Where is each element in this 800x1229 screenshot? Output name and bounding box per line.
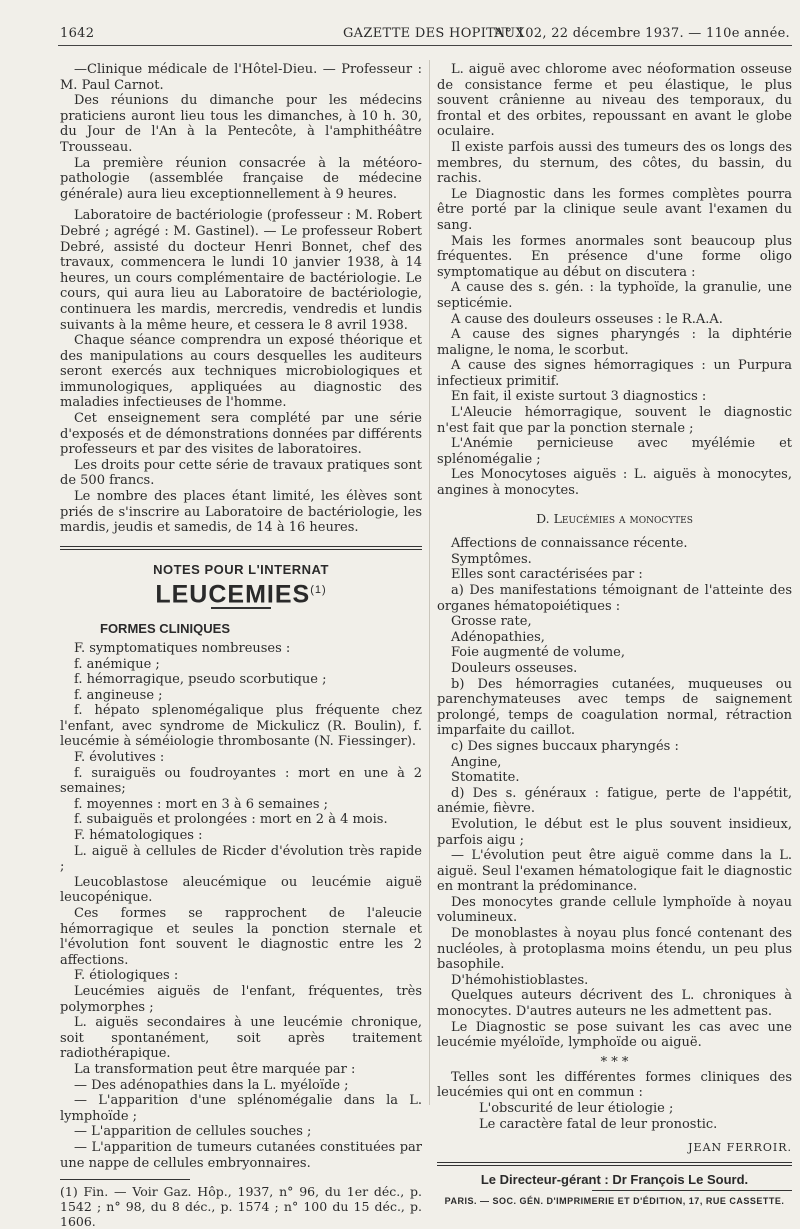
header-rule [58,45,792,46]
printer-rule [592,1190,792,1191]
right2-line: Le Diagnostic se pose suivant les cas avec une leucémie myéloïde, lymphoïde ou aiguë. [437,1019,792,1051]
right2-line: Douleurs osseuses. [451,660,578,676]
right2-line: De monoblastes à noyau plus foncé contenant des nucléoles, à protoplasma moins étendu, un peu plus basophile. [437,926,792,973]
page-number: 1642 [60,26,95,41]
page-header [60,22,790,46]
left-line: f. moyennes : mort en 3 à 6 semaines ; [74,796,329,812]
right-line: En fait, il existe surtout 3 diagnostics : [451,389,707,405]
column-divider [429,60,430,1105]
left-line: L. aiguë à cellules de Ricder d'évolution très rapide ; [60,843,422,875]
left-line: f. hémorragique, pseudo scorbutique ; [74,672,327,688]
conclusion [437,1070,792,1132]
right2-line: Quelques auteurs décrivent des L. chroniques à monocytes. D'autres auteurs ne les admettent pas. [437,988,792,1020]
left-line: — Des adénopathies dans la L. myéloïde ; [74,1077,349,1093]
notes-heading: NOTES POUR L'INTERNAT [153,561,329,577]
right-line: Les Monocytoses aiguës : L. aiguës à monocytes, angines à monocytes. [437,467,792,499]
announcement-seance: Chaque séance comprendra un exposé théorique et des manipulations au cours desquelles les auditeurs seront exercés aux techniques microbiologiques et immunologiques, appliquées au diagnostic des maladies infectieuses de l'homme. [60,333,422,411]
right-line: A cause des douleurs osseuses : le R.A.A. [451,311,723,327]
right2-line: Des monocytes grande cellule lymphoïde à noyau volumineux. [437,894,792,926]
right2-line: D'hémohistioblastes. [451,972,589,988]
right-lines [437,62,792,499]
right-line: Mais les formes anormales sont beaucoup plus fréquentes. En présence d'une forme oligo symptomatique au début on discutera : [437,233,792,280]
right2-line: a) Des manifestations témoignant de l'atteinte des organes hématopoiétiques : [437,583,792,614]
left-line: f. subaiguës et prolongées : mort en 2 à 4 mois. [74,812,388,828]
left-line: f. suraiguës ou foudroyantes : mort en une à 2 semaines; [60,765,422,797]
journal-title: GAZETTE DES HOPITAUX [343,26,525,41]
left-line: F. évolutives : [74,750,165,766]
announcement-meteoro: La première réunion consacrée à la météoro-pathologie (assemblée française de médecine générale) aura lieu exceptionnellement à 9 heures. [60,155,422,202]
right2-line: c) Des signes buccaux pharyngés : [451,738,679,754]
issue-info: N° 102, 22 décembre 1937. — 110e année. [493,26,790,41]
left-line: F. étiologiques : [74,968,179,984]
right-line: Le Diagnostic dans les formes complètes pourra être porté par la clinique seule avant l'examen du sang. [437,186,792,233]
left-line: f. angineuse ; [74,687,163,703]
right2-line: d) Des s. généraux : fatigue, perte de l'appétit, anémie, fièvre. [437,785,792,817]
right2-line: Affections de connaissance récente. [451,536,688,552]
asterism: * * * [600,1054,629,1070]
left-line: f. hépato splenomégalique plus fréquente chez l'enfant, avec syndrome de Mickulicz (R. Boulin), f. leucémie à séméiologie thrombosante (N. Fiessinger). [60,703,422,750]
announcement-droits: Les droits pour cette série de travaux pratiques sont de 500 francs. [60,457,422,489]
right2-line: Adénopathies, [451,629,545,645]
announcement-laboratoire: Laboratoire de bactériologie (professeur : M. Robert Debré ; agrégé : M. Gastinel). — Le professeur Robert Debré, assisté du docteur Henri Bonnet, chef des travaux, commencera le lundi 10 janvier 1938, à 14 heures, un cours complémentaire de bactériologie. Le cours, qui aura lieu au Laboratoire de bactériologie, continuera les mardis, mercredis, vendredis et lundis suivants à la même heure, et cessera le 8 avril 1938. [60,208,422,333]
right-line: Il existe parfois aussi des tumeurs des os longs des membres, du sternum, des côtes, du bassin, du rachis. [437,139,792,187]
left-line: Leucoblastose aleucémique ou leucémie aiguë leucopénique. [60,874,422,906]
left-lines [60,641,422,1171]
signature: JEAN FERROIR. [688,1141,792,1155]
footnote: (1) Fin. — Voir Gaz. Hôp., 1937, n° 96, du 1er déc., p. 1542 ; n° 98, du 8 déc., p. 1574 ; n° 100 du 15 déc., p. 1606. [60,1184,422,1229]
announcement-enseignement: Cet enseignement sera complété par une série d'exposés et de démonstrations données par différents professeurs et par des visites de laboratoires. [60,411,422,458]
right2-line: Grosse rate, [451,614,532,630]
left-line: F. hématologiques : [74,828,203,844]
article-title [60,580,422,609]
right-lines-2 [437,536,792,1051]
announcement-clinique: —Clinique médicale de l'Hôtel-Dieu. — Professeur : M. Paul Carnot. [60,62,422,93]
right-column [437,62,792,1210]
conclusion-line: Telles sont les différentes formes cliniques des leucémies qui ont en commun : [437,1069,792,1101]
left-line: Ces formes se rapprochent de l'aleucie hémorragique et seules la ponction sternale et l'évolution font souvent le diagnostic entre les 2 affections. [60,906,422,968]
bottom-rule [437,1162,792,1166]
title-footnote-ref: (1) [310,584,327,597]
left-line: — L'apparition de cellules souches ; [74,1124,312,1140]
right-line: L'Aleucie hémorragique, souvent le diagnostic n'est fait que par la ponction sternale ; [437,405,792,436]
left-line: L. aiguës secondaires à une leucémie chronique, soit spontanément, soit après traitement radiothérapique. [60,1015,422,1062]
right-line: A cause des signes pharyngés : la diphtérie maligne, le noma, le scorbut. [437,327,792,358]
announcement-reunions: Des réunions du dimanche pour les médecins praticiens auront lieu tous les dimanches, à 10 h. 30, du Jour de l'An à la Pentecôte, à l'amphithéâtre Trousseau. [60,93,422,155]
right2-line: Symptômes. [451,551,532,567]
title-text: LEUCEMIES [155,580,311,609]
right-line: L'Anémie pernicieuse avec myélémie et splénomégalie ; [437,436,792,467]
left-line: Leucémies aiguës de l'enfant, fréquentes, très polymorphes ; [60,983,422,1015]
right2-line: — L'évolution peut être aiguë comme dans la L. aiguë. Seul l'examen hématologique fait le diagnostic en montrant la prédominance. [437,848,792,895]
subtitle: FORMES CLINIQUES [100,621,231,637]
right2-line: Elles sont caractérisées par : [451,567,643,583]
footnote-rule [60,1179,190,1180]
section-d-heading: D. Leucémies a monocytes [536,510,693,526]
director-line: Le Directeur-gérant : Dr François Le Sourd. [480,1171,749,1187]
conclusion-line: Le caractère fatal de leur pronostic. [479,1116,718,1132]
announcement-places: Le nombre des places étant limité, les élèves sont priés de s'inscrire au Laboratoire de bactériologie, les mardis, jeudis et samedis, de 14 à 16 heures. [60,489,422,536]
section-rule [60,546,422,550]
right2-line: Stomatite. [451,770,520,786]
right-line: A cause des s. gén. : la typhoïde, la granulie, une septicémie. [437,280,792,311]
left-line: — L'apparition d'une splénomégalie dans la L. lymphoïde ; [60,1093,422,1124]
right-line: A cause des signes hémorragiques : un Purpura infectieux primitif. [437,358,792,389]
right2-line: Angine, [451,754,502,770]
left-line: La transformation peut être marquée par : [74,1061,356,1077]
left-line: F. symptomatiques nombreuses : [74,640,291,656]
left-line: — L'apparition de tumeurs cutanées constituées par une nappe de cellules embryonnaires. [60,1139,422,1171]
right2-line: b) Des hémorragies cutanées, muqueuses ou parenchymateuses avec temps de saignement prolongé, temps de coagulation normal, rétraction imparfaite du caillot. [437,676,792,739]
printer-line: PARIS. — SOC. GÉN. D'IMPRIMERIE ET D'ÉDITION, 17, RUE CASSETTE. [444,1196,785,1207]
right2-line: Evolution, le début est le plus souvent insidieux, parfois aigu ; [437,816,792,848]
right2-line: Foie augmenté de volume, [451,645,626,661]
left-line: f. anémique ; [74,656,160,672]
right-line: L. aiguë avec chlorome avec néoformation osseuse de consistance ferme et peu élastique, le plus souvent crânienne au niveau des temporaux, du frontal et des orbites, repoussant en avant le globe oculaire. [437,62,792,140]
left-column [60,62,422,1229]
conclusion-line: L'obscurité de leur étiologie ; [479,1101,674,1116]
